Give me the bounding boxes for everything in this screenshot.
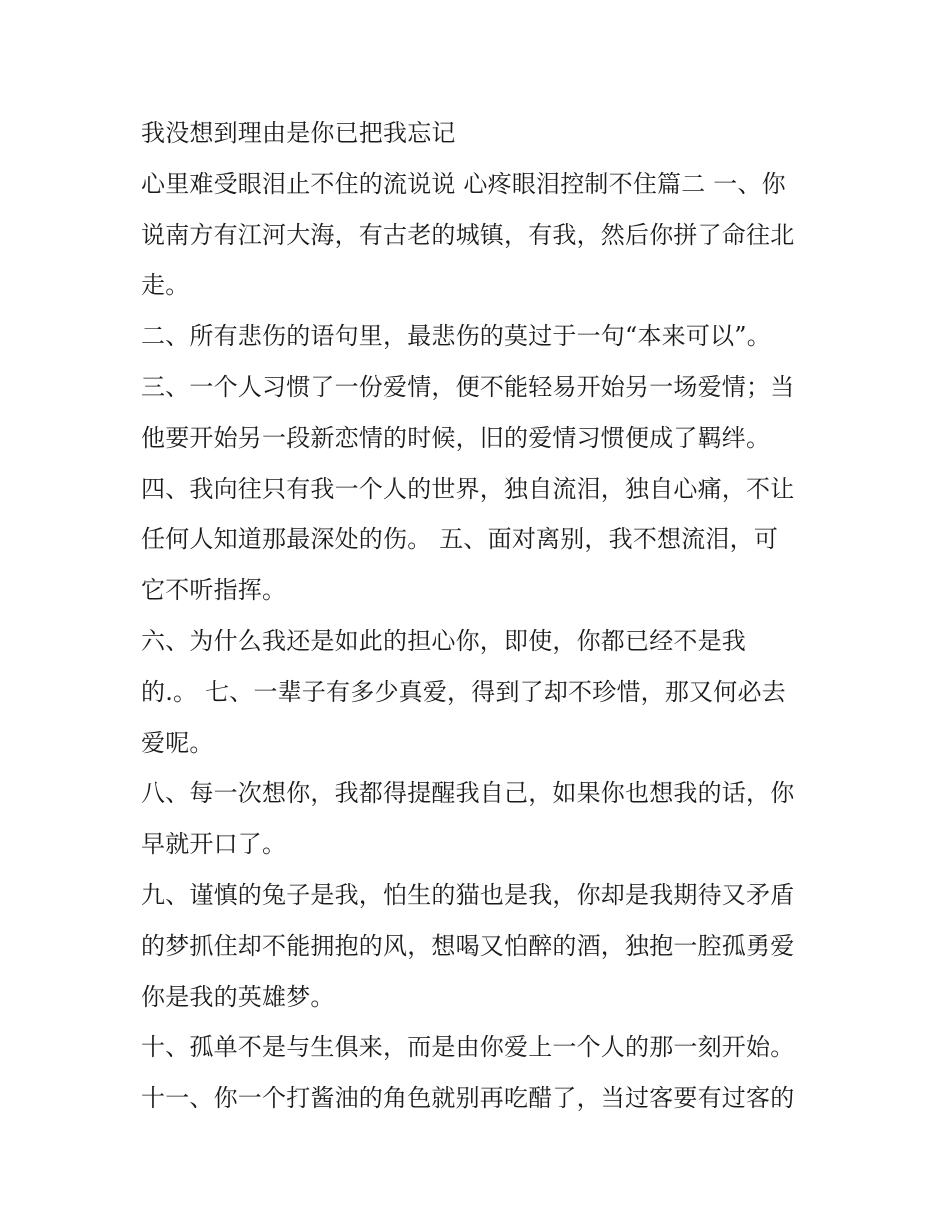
text-line: 九、谨慎的兔子是我，怕生的猫也是我，你却是我期待又矛盾 [141, 880, 795, 909]
text-line: 你是我的英雄梦。 [141, 982, 335, 1011]
text-line: 六、为什么我还是如此的担心你，即使，你都已经不是我 [141, 626, 746, 655]
text-line: 心里难受眼泪止不住的流说说 心疼眼泪控制不住篇二 一、你 [141, 169, 786, 198]
text-line: 爱呢。 [141, 728, 214, 757]
text-line: 走。 [141, 271, 190, 300]
text-line: 任何人知道那最深处的伤。 五、面对离别，我不想流泪，可 [141, 525, 779, 554]
text-line: 早就开口了。 [141, 830, 287, 859]
text-line: 八、每一次想你，我都得提醒我自己，如果你也想我的话，你 [141, 779, 795, 808]
text-line: 的梦抓住却不能拥抱的风，想喝又怕醉的酒，独抱一腔孤勇爱 [141, 931, 795, 960]
text-line: 四、我向往只有我一个人的世界，独自流泪，独自心痛，不让 [141, 474, 795, 503]
text-line: 的.。 七、一辈子有多少真爱，得到了却不珍惜，那又何必去 [141, 677, 786, 706]
text-line: 十、孤单不是与生俱来，而是由你爱上一个人的那一刻开始。 [141, 1033, 795, 1062]
text-line: 二、所有悲伤的语句里，最悲伤的莫过于一句“本来可以”。 [141, 322, 771, 351]
document-body [141, 108, 821, 1124]
text-line: 三、一个人习惯了一份爱情，便不能轻易开始另一场爱情；当 [141, 372, 795, 401]
text-line: 我没想到理由是你已把我忘记 [141, 119, 456, 147]
text-line: 说南方有江河大海，有古老的城镇，有我，然后你拼了命往北 [141, 220, 795, 249]
text-line: 十一、你一个打酱油的角色就别再吃醋了，当过客要有过客的 [141, 1084, 795, 1113]
text-line: 它不听指挥。 [141, 576, 287, 605]
text-line: 他要开始另一段新恋情的时候，旧的爱情习惯便成了羁绊。 [141, 423, 771, 452]
